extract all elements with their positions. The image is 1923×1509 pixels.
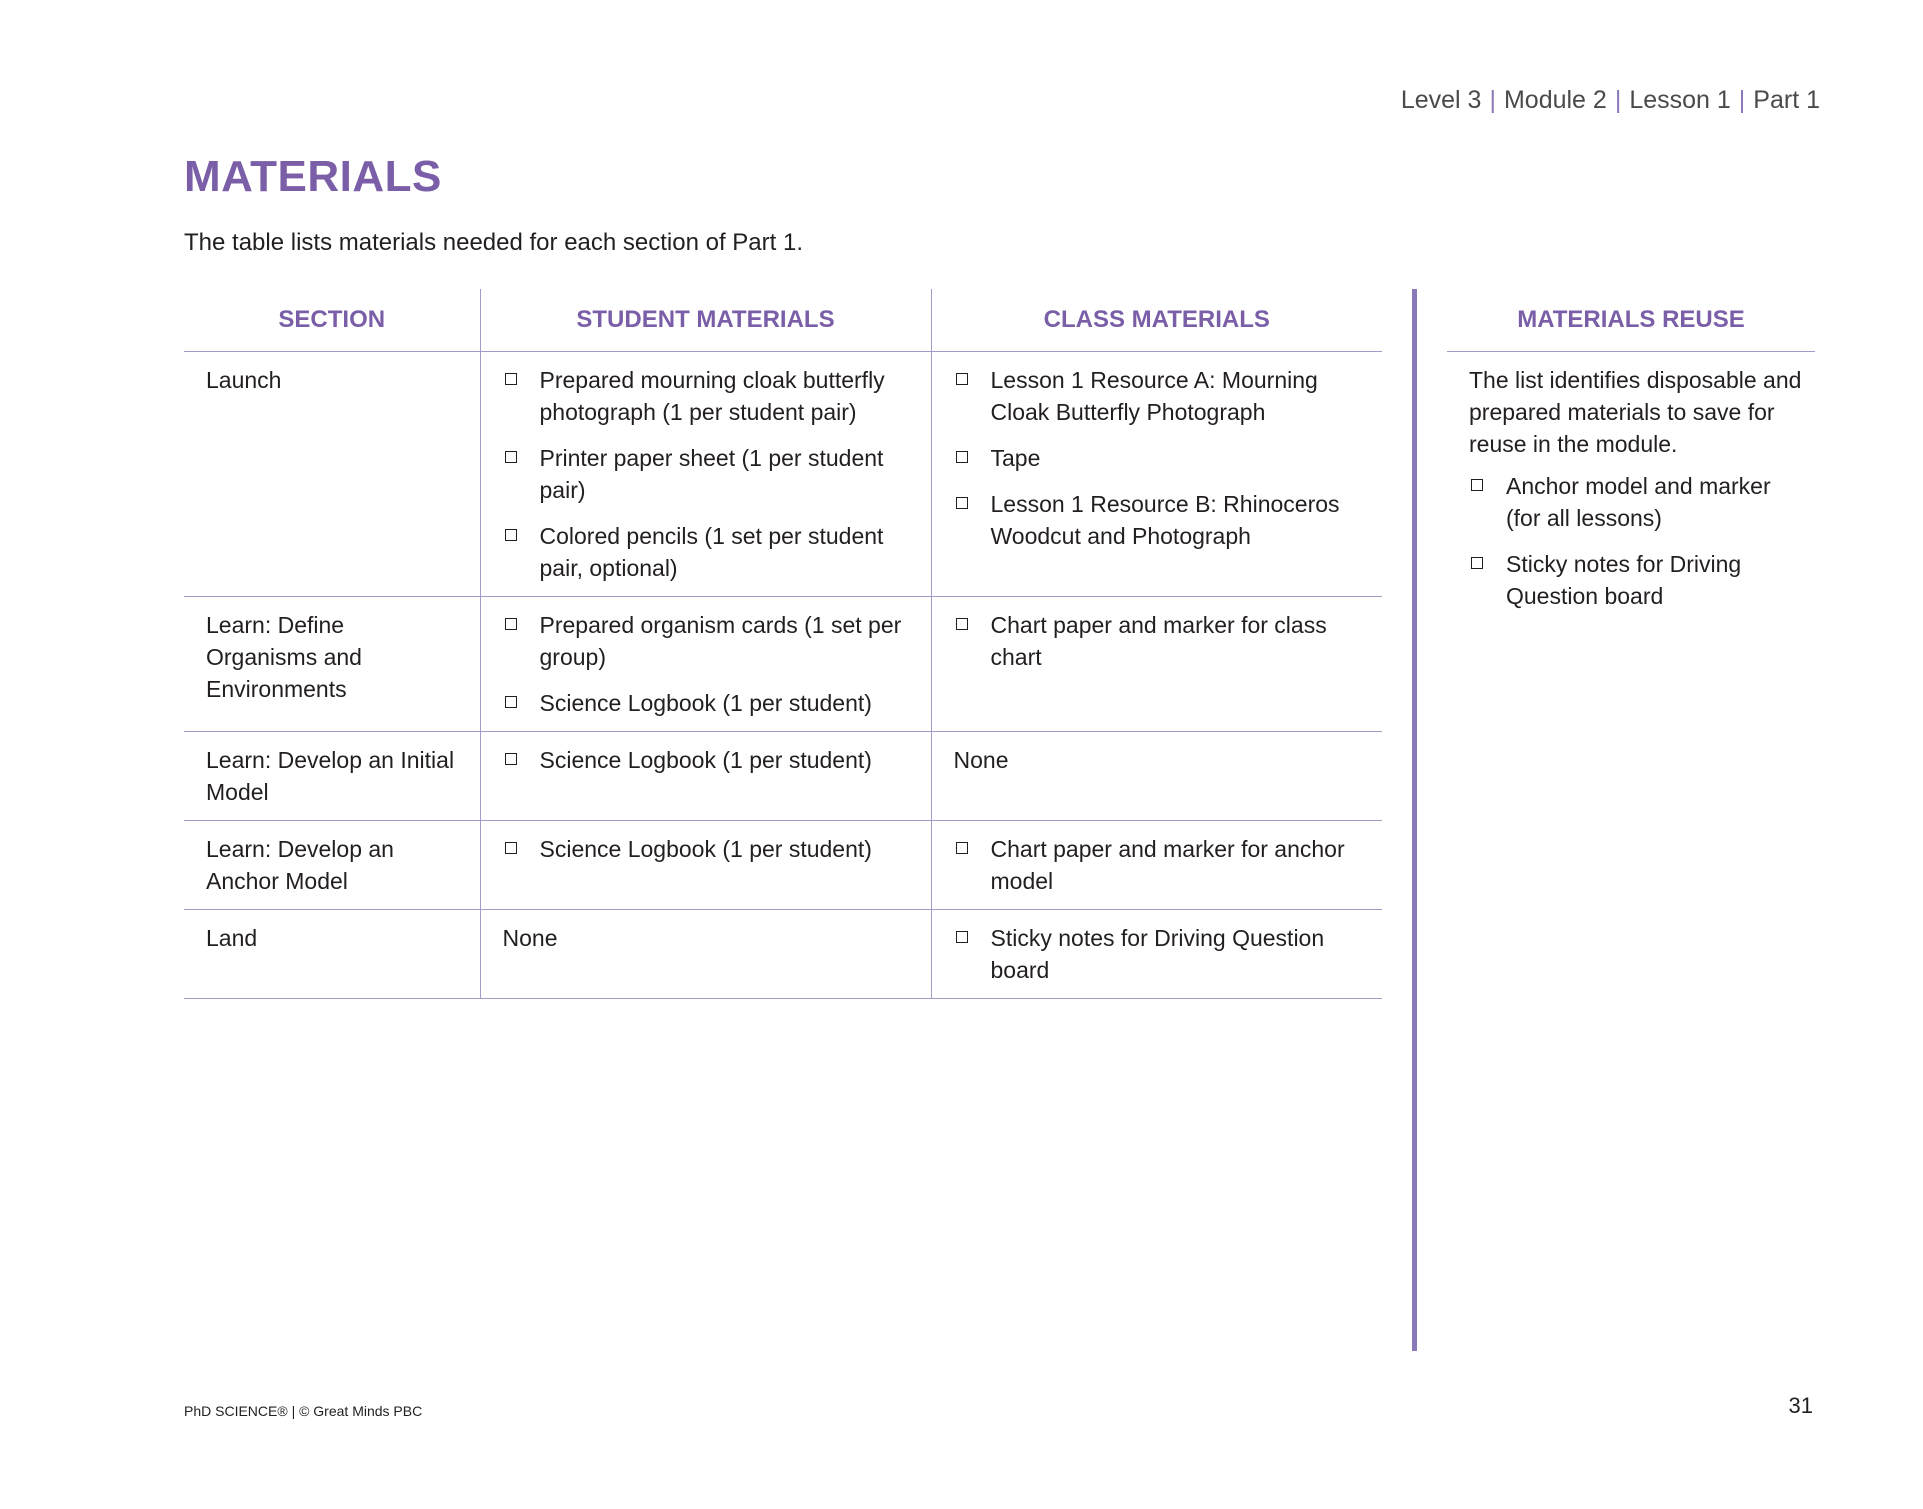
table-row	[184, 732, 1382, 821]
checkbox-icon[interactable]	[956, 842, 968, 854]
checklist-item	[954, 922, 1363, 986]
checkbox-icon[interactable]	[505, 373, 517, 385]
item-text: Chart paper and marker for class chart	[990, 612, 1327, 670]
checklist-item	[954, 833, 1363, 897]
checkbox-icon[interactable]	[505, 618, 517, 630]
item-text: Sticky notes for Driving Question board	[1506, 551, 1742, 609]
checklist-item	[954, 364, 1363, 428]
checkbox-icon[interactable]	[956, 373, 968, 385]
checkbox-icon[interactable]	[956, 451, 968, 463]
header-section: SECTION	[184, 289, 480, 352]
item-text: Chart paper and marker for anchor model	[990, 836, 1345, 894]
checklist-item	[954, 442, 1363, 474]
item-text: Tape	[990, 445, 1041, 471]
checklist-item	[954, 488, 1363, 552]
item-text: Science Logbook (1 per student)	[539, 690, 872, 716]
materials-table	[184, 289, 1382, 999]
item-text: Printer paper sheet (1 per student pair)	[539, 445, 884, 503]
section-cell: Learn: Define Organisms and Environments	[184, 597, 480, 732]
checkbox-icon[interactable]	[956, 931, 968, 943]
item-text: Science Logbook (1 per student)	[539, 747, 872, 773]
checkbox-icon[interactable]	[1471, 557, 1483, 569]
intro-text: The table lists materials needed for each section of Part 1.	[184, 229, 803, 256]
checkbox-icon[interactable]	[956, 618, 968, 630]
item-text: Prepared organism cards (1 set per group)	[539, 612, 902, 670]
materials-reuse-intro: The list identifies disposable and prepared materials to save for reuse in the module.	[1469, 367, 1802, 457]
table-row	[184, 910, 1382, 999]
breadcrumb-part: Part 1	[1753, 86, 1820, 114]
checklist-item	[503, 609, 911, 673]
checklist-item	[503, 442, 911, 506]
table-row	[184, 352, 1382, 597]
checklist-item	[1469, 548, 1805, 612]
item-text: Lesson 1 Resource B: Rhinoceros Woodcut and Photograph	[990, 491, 1340, 549]
breadcrumb-separator: |	[1489, 86, 1496, 114]
checklist-item	[1469, 470, 1805, 534]
student-materials-cell	[480, 352, 931, 597]
section-cell: Learn: Develop an Initial Model	[184, 732, 480, 821]
checkbox-icon[interactable]	[1471, 479, 1483, 491]
checkbox-icon[interactable]	[956, 497, 968, 509]
checklist-item	[503, 744, 911, 776]
sidebar-divider	[1412, 289, 1417, 1351]
checklist-item	[503, 687, 911, 719]
breadcrumb-level: Level 3	[1400, 86, 1482, 114]
table-row	[184, 821, 1382, 910]
checklist-item	[503, 520, 911, 584]
table-row	[184, 597, 1382, 732]
materials-reuse-panel	[1447, 289, 1815, 612]
class-materials-cell	[931, 910, 1382, 999]
class-materials-cell	[931, 597, 1382, 732]
breadcrumb-separator: |	[1738, 86, 1746, 114]
table-header-row	[184, 289, 1382, 352]
class-materials-cell: None	[931, 732, 1382, 821]
class-materials-cell	[931, 821, 1382, 910]
page-title: MATERIALS	[184, 152, 442, 201]
student-materials-cell	[480, 597, 931, 732]
checkbox-icon[interactable]	[505, 529, 517, 541]
item-text: Anchor model and marker (for all lessons)	[1506, 473, 1771, 531]
breadcrumb	[1401, 86, 1820, 115]
item-text: Lesson 1 Resource A: Mourning Cloak Butterfly Photograph	[990, 367, 1318, 425]
breadcrumb-separator: |	[1614, 86, 1622, 114]
student-materials-cell	[480, 821, 931, 910]
checklist-item	[503, 833, 911, 865]
header-class-materials: CLASS MATERIALS	[931, 289, 1382, 352]
checkbox-icon[interactable]	[505, 451, 517, 463]
student-materials-cell: None	[480, 910, 931, 999]
item-text: Sticky notes for Driving Question board	[990, 925, 1325, 983]
student-materials-cell	[480, 732, 931, 821]
header-student-materials: STUDENT MATERIALS	[480, 289, 931, 352]
materials-reuse-body	[1447, 352, 1815, 612]
section-cell: Learn: Develop an Anchor Model	[184, 821, 480, 910]
materials-reuse-header: MATERIALS REUSE	[1447, 289, 1815, 352]
checklist-item	[503, 364, 911, 428]
breadcrumb-module: Module 2	[1503, 86, 1607, 114]
checklist-item	[954, 609, 1363, 673]
section-cell: Land	[184, 910, 480, 999]
checkbox-icon[interactable]	[505, 842, 517, 854]
checkbox-icon[interactable]	[505, 753, 517, 765]
footer-brand: PhD SCIENCE® | © Great Minds PBC	[184, 1403, 423, 1419]
breadcrumb-lesson: Lesson 1	[1629, 86, 1731, 114]
class-materials-cell	[931, 352, 1382, 597]
section-cell: Launch	[184, 352, 480, 597]
checkbox-icon[interactable]	[505, 696, 517, 708]
item-text: Colored pencils (1 set per student pair, optional)	[539, 523, 884, 581]
item-text: Prepared mourning cloak butterfly photograph (1 per student pair)	[539, 367, 885, 425]
item-text: Science Logbook (1 per student)	[539, 836, 872, 862]
page-number: 31	[1788, 1393, 1813, 1418]
